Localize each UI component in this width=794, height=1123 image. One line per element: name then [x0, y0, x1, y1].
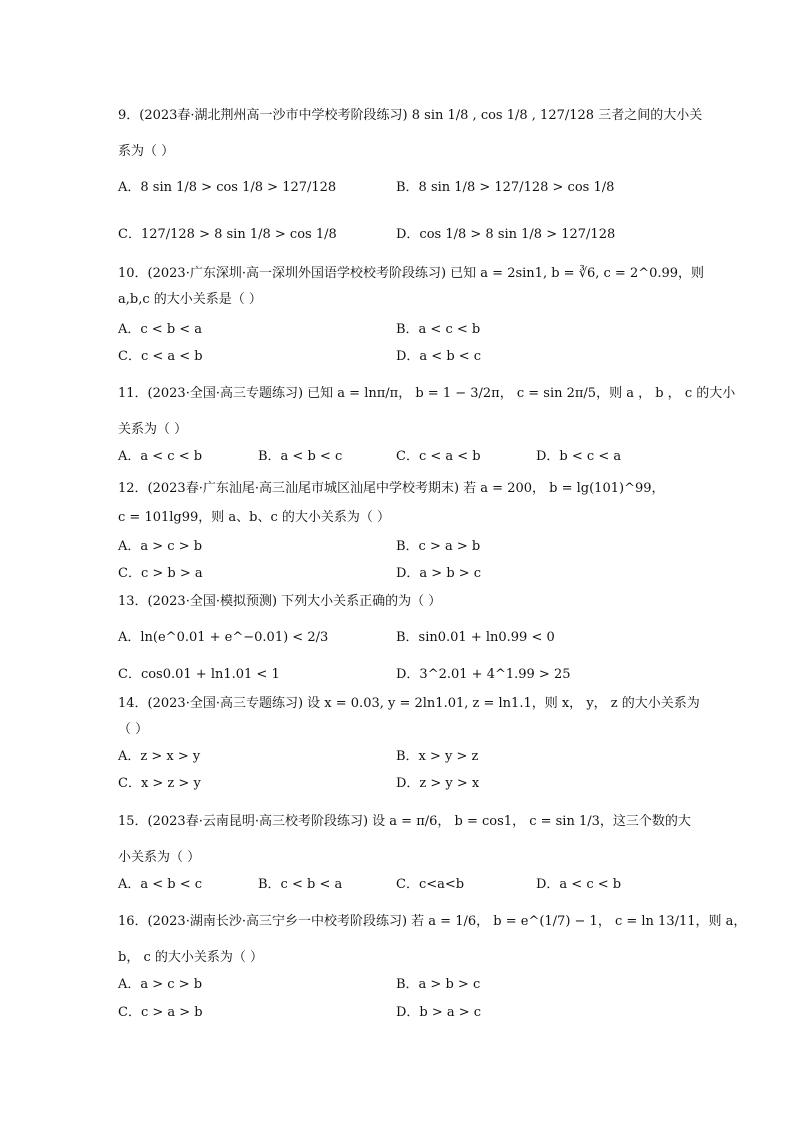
q13-option-d: D．3^2.01 + 4^1.99 > 25	[396, 667, 571, 682]
q9-option-d: D．cos 1/8 > 8 sin 1/8 > 127/128	[396, 227, 616, 242]
q12-option-d: D．a > b > c	[396, 566, 482, 581]
q10-option-d: D．a < b < c	[396, 349, 482, 364]
q15-option-b: B．c < b < a	[258, 877, 343, 892]
q14-stem-line-1: 14．(2023·全国·高三专题练习) 设 x = 0.03, y = 2ln1.01, z = ln1.1，则 x， y， z 的大小关系为	[118, 696, 700, 711]
q14-option-b: B．x > y > z	[396, 749, 479, 764]
q11-option-c: C．c < a < b	[396, 449, 481, 464]
q11-stem-line-1: 11．(2023·全国·高三专题练习) 已知 a = lnπ/π， b = 1 − 3/2π， c = sin 2π/5，则 a ， b ， c 的大小	[118, 386, 736, 401]
q11-option-d: D．b < c < a	[536, 449, 622, 464]
q10-option-c: C．c < a < b	[118, 349, 203, 364]
q12-stem-line-2: c = 101lg99，则 a、b、c 的大小关系为（ ）	[118, 510, 391, 525]
q9-stem-line-1: 9．(2023春·湖北荆州高一沙市中学校考阶段练习) 8 sin 1/8 , cos 1/8 , 127/128 三者之间的大小关	[118, 108, 703, 123]
q15-stem-line-2: 小关系为（ ）	[118, 850, 201, 865]
q12-option-a: A．a > c > b	[118, 539, 203, 554]
q14-stem-line-2: （ ）	[118, 722, 149, 737]
q13-option-a: A．ln(e^0.01 + e^−0.01) < 2/3	[118, 630, 329, 645]
q9-option-b: B．8 sin 1/8 > 127/128 > cos 1/8	[396, 180, 615, 195]
q14-option-d: D．z > y > x	[396, 776, 480, 791]
q14-option-c: C．x > z > y	[118, 776, 201, 791]
q15-option-a: A．a < b < c	[118, 877, 203, 892]
q16-option-d: D．b > a > c	[396, 1005, 482, 1020]
q13-option-c: C．cos0.01 + ln1.01 < 1	[118, 667, 280, 682]
q10-option-b: B．a < c < b	[396, 322, 481, 337]
q15-option-d: D．a < c < b	[536, 877, 622, 892]
q11-option-a: A．a < c < b	[118, 449, 203, 464]
q10-stem-line-2: a,b,c 的大小关系是（ ）	[118, 292, 262, 307]
q12-option-b: B．c > a > b	[396, 539, 481, 554]
q15-option-c: C．c<a<b	[396, 877, 465, 892]
q9-stem-line-2: 系为（ ）	[118, 144, 175, 159]
q11-option-b: B．a < b < c	[258, 449, 343, 464]
q16-option-c: C．c > a > b	[118, 1005, 203, 1020]
q9-option-c: C．127/128 > 8 sin 1/8 > cos 1/8	[118, 227, 337, 242]
q13-stem-line-1: 13．(2023·全国·模拟预测) 下列大小关系正确的为（ ）	[118, 594, 442, 609]
q13-option-b: B．sin0.01 + ln0.99 < 0	[396, 630, 555, 645]
q11-stem-line-2: 关系为（ ）	[118, 422, 188, 437]
q15-stem-line-1: 15．(2023春·云南昆明·高三校考阶段练习) 设 a = π/6， b = cos1， c = sin 1/3，这三个数的大	[118, 814, 691, 829]
q10-option-a: A．c < b < a	[118, 322, 203, 337]
q16-option-a: A．a > c > b	[118, 977, 203, 992]
q10-stem-line-1: 10．(2023·广东深圳·高一深圳外国语学校校考阶段练习) 已知 a = 2sin1, b = ∛6, c = 2^0.99，则	[118, 266, 705, 281]
q16-stem-line-1: 16．(2023·湖南长沙·高三宁乡一中校考阶段练习) 若 a = 1/6， b = e^(1/7) − 1， c = ln 13/11，则 a，	[118, 914, 747, 929]
q16-option-b: B．a > b > c	[396, 977, 481, 992]
q12-option-c: C．c > b > a	[118, 566, 203, 581]
q16-stem-line-2: b， c 的大小关系为（ ）	[118, 950, 263, 965]
q14-option-a: A．z > x > y	[118, 749, 201, 764]
q12-stem-line-1: 12．(2023春·广东汕尾·高三汕尾市城区汕尾中学校考期末) 若 a = 200， b = lg(101)^99，	[118, 481, 665, 496]
q9-option-a: A．8 sin 1/8 > cos 1/8 > 127/128	[118, 180, 337, 195]
